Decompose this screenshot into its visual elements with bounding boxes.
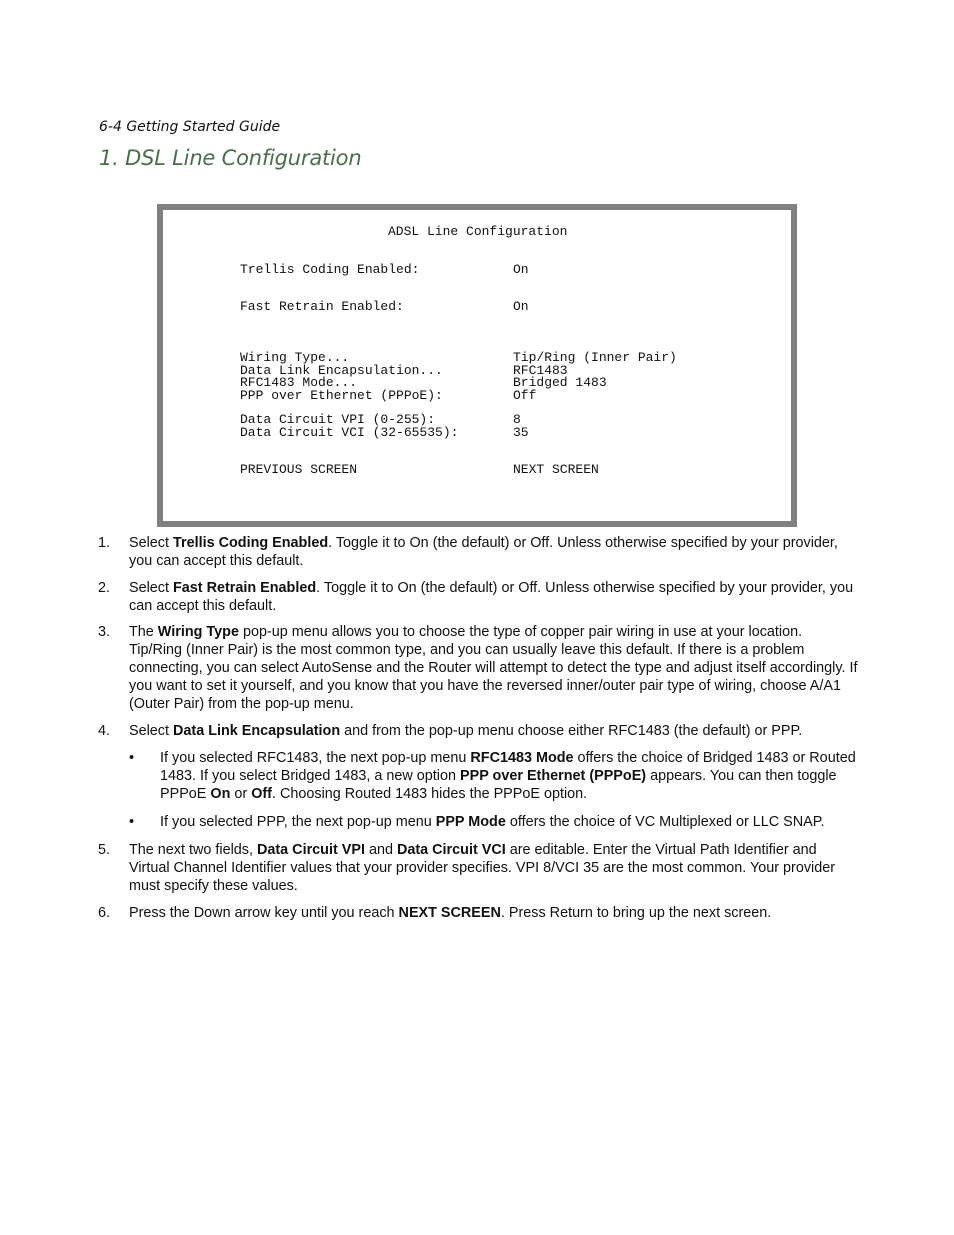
bullet-text: . Choosing Routed 1483 hides the PPPoE option.: [271, 786, 588, 802]
step-term: Data Link Encapsulation: [173, 723, 341, 739]
bullet-text: If you selected PPP, the next pop-up menu: [160, 814, 436, 830]
step-text: . Press Return to bring up the next screen.: [500, 905, 772, 921]
step-text: and from the pop-up menu choose either RFC1483 (the default) or PPP.: [340, 723, 803, 739]
vpi-field[interactable]: 8: [513, 412, 521, 427]
encapsulation-value[interactable]: RFC1483: [513, 362, 568, 378]
pppoe-value[interactable]: Off: [513, 387, 537, 403]
step-text: and: [364, 842, 397, 858]
bullet-text: or: [230, 786, 252, 802]
step-text: are editable. Enter the Virtual Path Identifier and Virtual Channel Identifier values that your provider specifies. VPI 8/VCI 35 are the most common. Your provider must specify these values.: [129, 842, 836, 894]
step-number: 5.: [98, 842, 111, 858]
vci-field[interactable]: 35: [513, 424, 529, 440]
step-number: 1.: [98, 535, 111, 551]
step-term: Wiring Type: [157, 624, 239, 640]
bullet-term: RFC1483 Mode: [470, 750, 574, 766]
terminal-title: ADSL Line Configuration: [388, 224, 568, 239]
step-number: 2.: [98, 580, 111, 596]
bullet-item: [129, 749, 858, 803]
section-title: 1. DSL Line Configuration: [99, 146, 362, 170]
step-text: The next two fields,: [129, 842, 257, 858]
fast-retrain-value[interactable]: On: [513, 299, 529, 314]
step-6: [98, 904, 858, 922]
step-text: Select: [129, 723, 173, 739]
running-head: 6-4 Getting Started Guide: [99, 119, 281, 135]
step-text: . Toggle it to On (the default) or Off. Unless otherwise specified by your provider, you can accept this default.: [129, 535, 838, 569]
rfc1483-mode-value[interactable]: Bridged 1483: [513, 375, 607, 390]
step-term: Data Circuit VCI: [396, 842, 506, 858]
fast-retrain-label: Fast Retrain Enabled:: [240, 299, 404, 314]
step-number: 3.: [98, 624, 111, 640]
next-screen-button[interactable]: NEXT SCREEN: [513, 462, 599, 477]
step-4-bullets: [129, 749, 858, 831]
step-term: Data Circuit VPI: [256, 842, 365, 858]
wiring-type-label: Wiring Type...: [240, 350, 350, 365]
step-text: The: [129, 624, 158, 640]
step-number: 4.: [98, 723, 111, 739]
wiring-type-value[interactable]: Tip/Ring (Inner Pair): [513, 350, 677, 365]
bullet-item: [129, 813, 858, 831]
step-text: . Toggle it to On (the default) or Off. Unless otherwise specified by your provider, you can accept this default.: [129, 580, 854, 614]
pppoe-label: PPP over Ethernet (PPPoE):: [240, 387, 443, 403]
bullet-term: On: [210, 786, 231, 802]
bullet-text: appears. You can then toggle PPPoE: [160, 768, 837, 802]
step-5: [98, 841, 858, 895]
vpi-label: Data Circuit VPI (0-255):: [240, 412, 436, 427]
step-text: Select: [129, 535, 173, 551]
step-text: Select: [129, 580, 173, 596]
step-text: pop-up menu allows you to choose the type of copper pair wiring in use at your location. Tip/Ring (Inner Pair) is the most common type, and you can usually leave this default. If there is a problem connecting, you can select AutoSense and the Router will attempt to detect the type and adjust itself accordingly. If you want to set it yourself, and you know that you have the reversed inner/outer pair type of wiring, choose A/A1 (Outer Pair) from the pop-up menu.: [129, 624, 858, 712]
previous-screen-button[interactable]: PREVIOUS SCREEN: [240, 462, 358, 477]
step-term: Fast Retrain Enabled: [173, 580, 317, 596]
step-term: Trellis Coding Enabled: [173, 535, 329, 551]
bullet-dot: •: [129, 750, 135, 766]
step-3: [98, 623, 858, 713]
step-2: [98, 579, 858, 615]
step-1: [98, 534, 858, 570]
bullet-term: PPP over Ethernet (PPPoE): [460, 768, 647, 784]
bullet-text: offers the choice of Bridged 1483 or Routed 1483. If you select Bridged 1483, a new option: [160, 750, 856, 784]
steps-list: [98, 534, 858, 922]
trellis-label: Trellis Coding Enabled:: [240, 262, 420, 277]
step-4: [98, 722, 858, 831]
encapsulation-label: Data Link Encapsulation...: [240, 362, 443, 378]
trellis-value[interactable]: On: [513, 262, 529, 277]
step-term: NEXT SCREEN: [398, 905, 501, 921]
vci-label: Data Circuit VCI (32-65535):: [240, 424, 459, 440]
bullet-term: Off: [251, 786, 272, 802]
terminal-screen: [157, 204, 797, 527]
step-number: 6.: [98, 905, 111, 921]
bullet-text: If you selected RFC1483, the next pop-up menu: [160, 750, 471, 766]
bullet-text: offers the choice of VC Multiplexed or LLC SNAP.: [505, 814, 825, 830]
bullet-dot: •: [129, 814, 135, 830]
rfc1483-mode-label: RFC1483 Mode...: [240, 375, 358, 390]
bullet-term: PPP Mode: [435, 814, 506, 830]
step-text: Press the Down arrow key until you reach: [129, 905, 399, 921]
